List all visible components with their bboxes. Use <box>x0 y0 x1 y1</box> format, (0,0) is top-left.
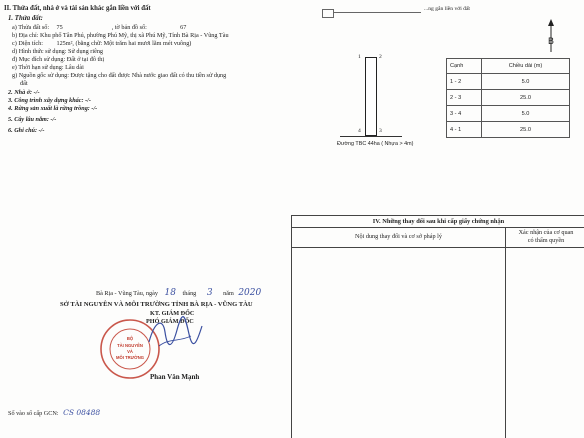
registry-label: Số vào sổ cấp GCN: <box>8 410 59 417</box>
note-section: 6. Ghi chú: -/- <box>8 127 45 134</box>
role-line1: KT. GIÁM ĐỐC <box>150 310 195 317</box>
svg-text:MÔI TRƯỜNG: MÔI TRƯỜNG <box>116 355 144 360</box>
area-value: 125m², (bằng chữ: Một trăm hai mươi lăm mét vuông) <box>56 40 192 47</box>
table-row <box>447 90 570 106</box>
svg-text:TÀI NGUYÊN: TÀI NGUYÊN <box>117 343 143 348</box>
changes-table <box>291 215 584 438</box>
length-header: Chiều dài (m) <box>482 59 570 74</box>
header-rule <box>333 12 421 13</box>
road-line <box>340 136 402 137</box>
place-date-prefix: Bà Rịa - Vũng Tàu, ngày <box>96 290 158 297</box>
section-title: II. Thửa đất, nhà ở và tài sản khác gắn liền với đất <box>4 5 151 12</box>
column-divider <box>505 247 506 438</box>
role-line2: PHÓ GIÁM ĐỐC <box>146 318 194 325</box>
perennial-section: 5. Cây lâu năm: -/- <box>8 116 57 123</box>
place-date <box>96 290 261 298</box>
map-number: 67 <box>180 24 187 31</box>
registry-value: CS 08488 <box>63 408 101 417</box>
land-subsection-title: 1. Thửa đất: <box>8 15 43 22</box>
sign-month: 3 <box>206 288 213 298</box>
road-label: Đường TBC 44ha ( Nhựa > 4m) <box>337 141 414 147</box>
length-cell: 5.0 <box>482 74 570 90</box>
length-cell: 25.0 <box>482 122 570 138</box>
handwritten-signature <box>145 312 205 356</box>
north-arrow-icon <box>543 18 559 54</box>
length-cell: 5.0 <box>482 106 570 122</box>
registry-line <box>8 409 100 418</box>
map-label: , tờ bản đồ số: <box>111 24 147 31</box>
edge-cell: 2 - 3 <box>447 90 482 106</box>
north-label: B <box>547 37 555 47</box>
duration-line: e) Thời hạn sử dụng: Lâu dài <box>12 64 84 71</box>
svg-text:VÀ: VÀ <box>127 349 133 354</box>
house-section: 2. Nhà ở: -/- <box>8 89 40 96</box>
origin-line: g) Nguồn gốc sử dụng: Được tặng cho đất được Nhà nước giao đất có thu tiền sử dụng <box>12 72 227 79</box>
corner-2-label: 2 <box>379 54 382 60</box>
lot-number: 75 <box>56 24 63 31</box>
corner-3-label: 3 <box>379 128 382 134</box>
usage-form-line: d) Hình thức sử dụng: Sử dụng riêng <box>12 48 104 55</box>
changes-content-header: Nội dung thay đổi và cơ sở pháp lý <box>292 227 505 248</box>
table-header-row <box>447 59 570 74</box>
edge-cell: 4 - 1 <box>447 122 482 138</box>
area-line <box>12 40 191 48</box>
sign-year: 2020 <box>238 288 262 298</box>
month-label: tháng <box>182 290 197 297</box>
forest-section: 4. Rừng sản xuất là rừng trồng: -/- <box>8 105 98 112</box>
corner-4-label: 4 <box>358 128 361 134</box>
top-right-text: ...ng gắn liền với đất <box>424 6 470 12</box>
table-row <box>447 106 570 122</box>
lot-line <box>12 24 186 32</box>
confirm-header-line1: Xác nhận của cơ quan <box>518 229 574 236</box>
corner-1-label: 1 <box>358 54 361 60</box>
table-row <box>447 122 570 138</box>
land-plot-outline <box>365 57 377 136</box>
changes-title: IV. Những thay đổi sau khi cấp giấy chứng nhận <box>292 216 584 228</box>
checkbox-mark <box>322 9 334 18</box>
length-cell: 25.0 <box>482 90 570 106</box>
signer-name: Phan Văn Mạnh <box>150 373 200 381</box>
origin-line-cont: đất <box>20 80 28 87</box>
sign-day: 18 <box>164 288 176 298</box>
year-label: năm <box>223 290 234 297</box>
confirm-header-line2: có thẩm quyền <box>527 236 565 244</box>
table-row <box>447 74 570 90</box>
construction-section: 3. Công trình xây dựng khác: -/- <box>8 97 91 104</box>
address-line: b) Địa chỉ: Khu phố Tân Phú, phường Phú Mỹ, thị xã Phú Mỹ, Tỉnh Bà Rịa - Vũng Tàu <box>12 32 229 39</box>
lot-label: a) Thửa đất số: <box>12 24 50 31</box>
issuing-agency: SỞ TÀI NGUYÊN VÀ MÔI TRƯỜNG TỈNH BÀ RỊA - VŨNG TÀU <box>60 301 253 308</box>
area-label: c) Diện tích: <box>12 40 43 47</box>
svg-text:BỘ: BỘ <box>126 336 134 341</box>
edge-cell: 1 - 2 <box>447 74 482 90</box>
edge-header: Cạnh <box>447 59 482 74</box>
purpose-line: đ) Mục đích sử dụng: Đất ở tại đô thị <box>12 56 105 63</box>
edge-cell: 3 - 4 <box>447 106 482 122</box>
changes-confirm-header <box>505 227 584 248</box>
edge-length-table <box>446 58 570 138</box>
